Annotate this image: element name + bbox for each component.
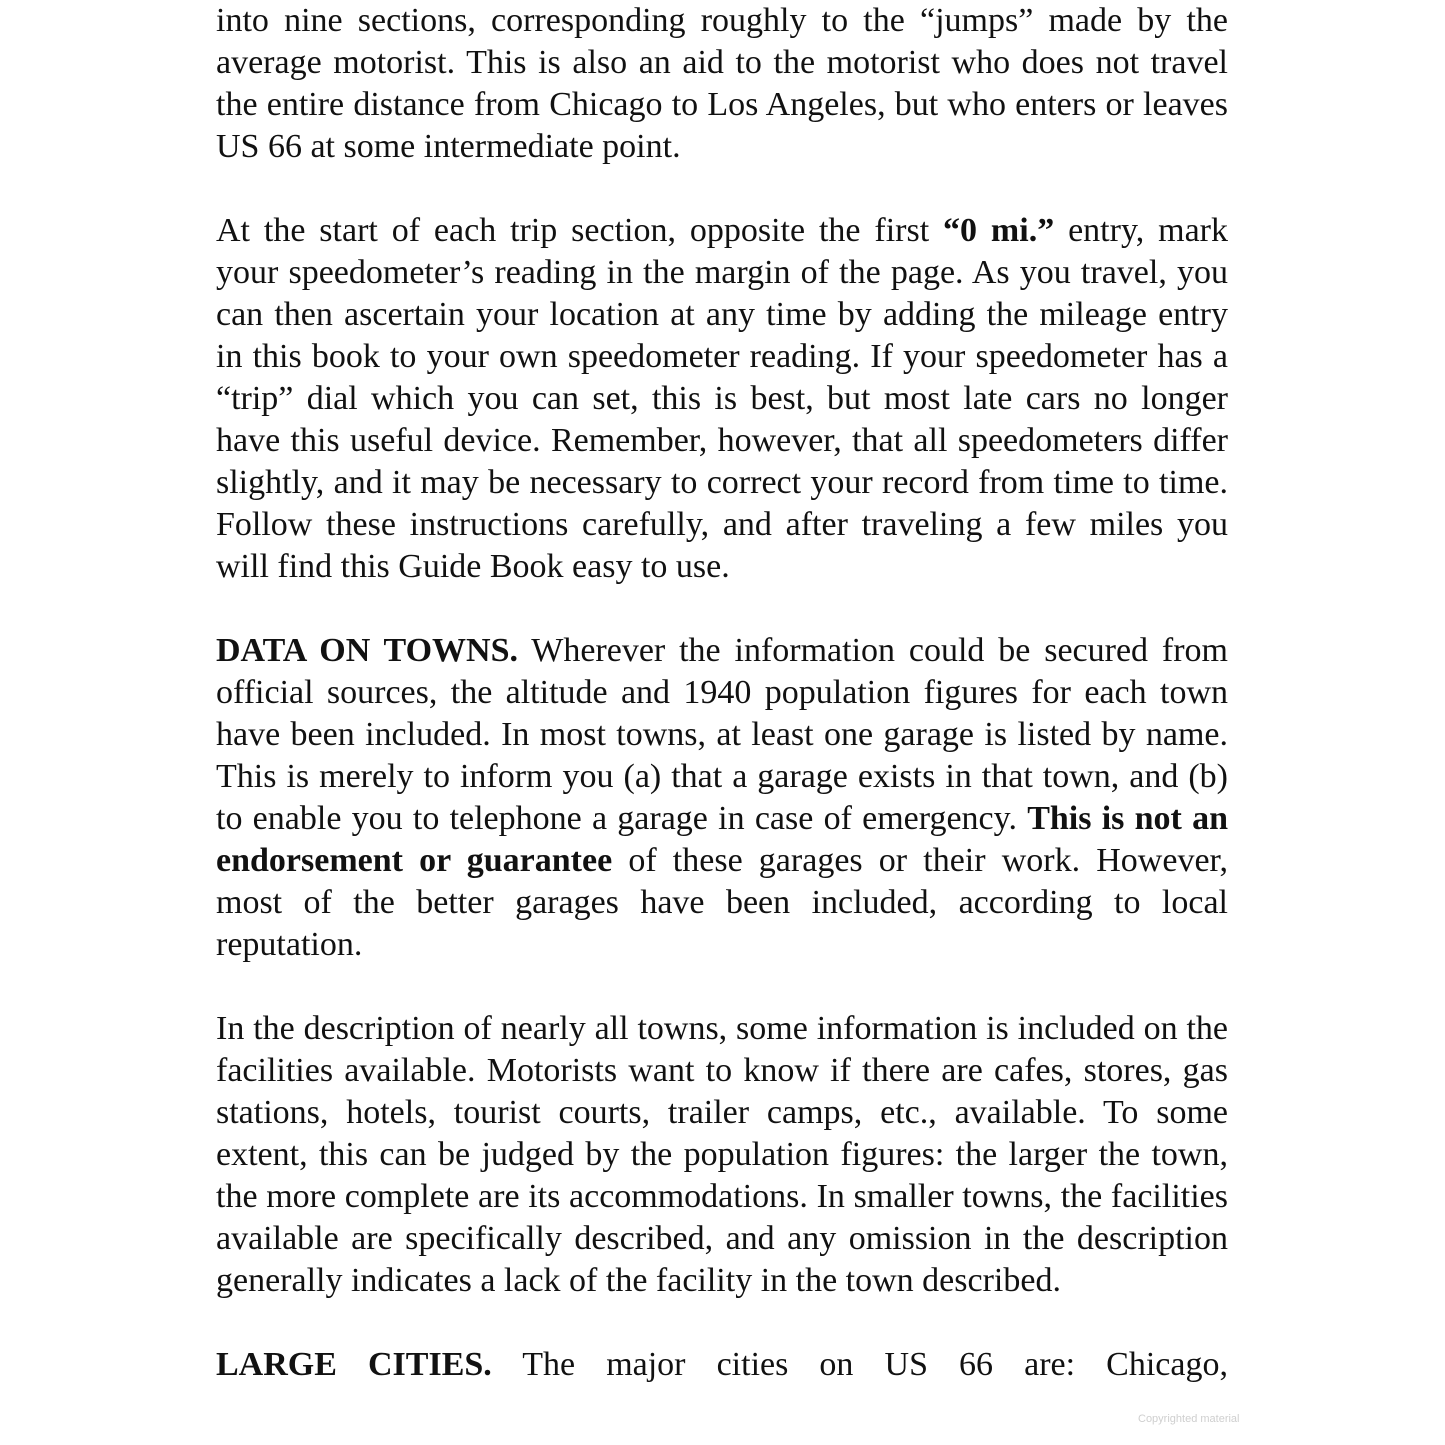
paragraph-sections-intro [216,0,1228,168]
paragraph-text: into nine sections, corresponding roughly to the “jumps” made by the average motorist. This is also an aid to the motorist who does not travel the entire distance from Chicago to Los Angeles, but who enters or leaves US 66 at some intermediate point. [216,2,1228,165]
paragraph-text: In the description of nearly all towns, some information is included on the facilities available. Motorists want to know if there are cafes, stores, gas stations, hotels, tourist courts, trailer camps, etc., available. To some extent, this can be judged by the population figures: the larger the town, the more complete are its accommodations. In smaller towns, the facilities available are specifically described, and any omission in the description generally indicates a lack of the facility in the town described. [216,1010,1228,1299]
paragraph-text: The major cities on US 66 are: Chicago, [491,1346,1228,1383]
paragraph-text-before: Wherever the information could be secured from official sources, the altitude and 1940 population figures for each town have been included. In most towns, at least one garage is listed by name. This is merely to inform you (a) that a garage exists in that town, and (b) to enable you to telephone a garage in case of emergency. [216,632,1228,837]
document-page [216,0,1228,1386]
paragraph-text-after: of these garages or their work. However, most of the better garages have been included, according to local reputation. [216,842,1229,963]
copyright-watermark: Copyrighted material [1138,1413,1240,1425]
paragraph-large-cities [216,1344,1228,1386]
section-heading-large-cities: LARGE CITIES. [216,1346,492,1383]
paragraph-data-on-towns [216,630,1228,966]
paragraph-text-before: At the start of each trip section, opposite the first [216,212,944,249]
bold-zero-mi: “0 mi.” [943,212,1055,249]
paragraph-speedometer-instructions [216,210,1228,588]
bold-disclaimer: This is not an endorsement or guarantee [216,800,1228,879]
paragraph-facilities [216,1008,1228,1302]
paragraph-text-after: entry, mark your speedometer’s reading in the margin of the page. As you travel, you can then ascertain your location at any time by adding the mileage entry in this book to your own speedometer reading. If your speedometer has a “trip” dial which you can set, this is best, but most late cars no longer have this useful device. Remember, however, that all speedometers differ slightly, and it may be necessary to correct your record from time to time. Follow these instructions carefully, and after traveling a few miles you will find this Guide Book easy to use. [216,212,1228,585]
section-heading-data-on-towns: DATA ON TOWNS. [216,632,518,669]
